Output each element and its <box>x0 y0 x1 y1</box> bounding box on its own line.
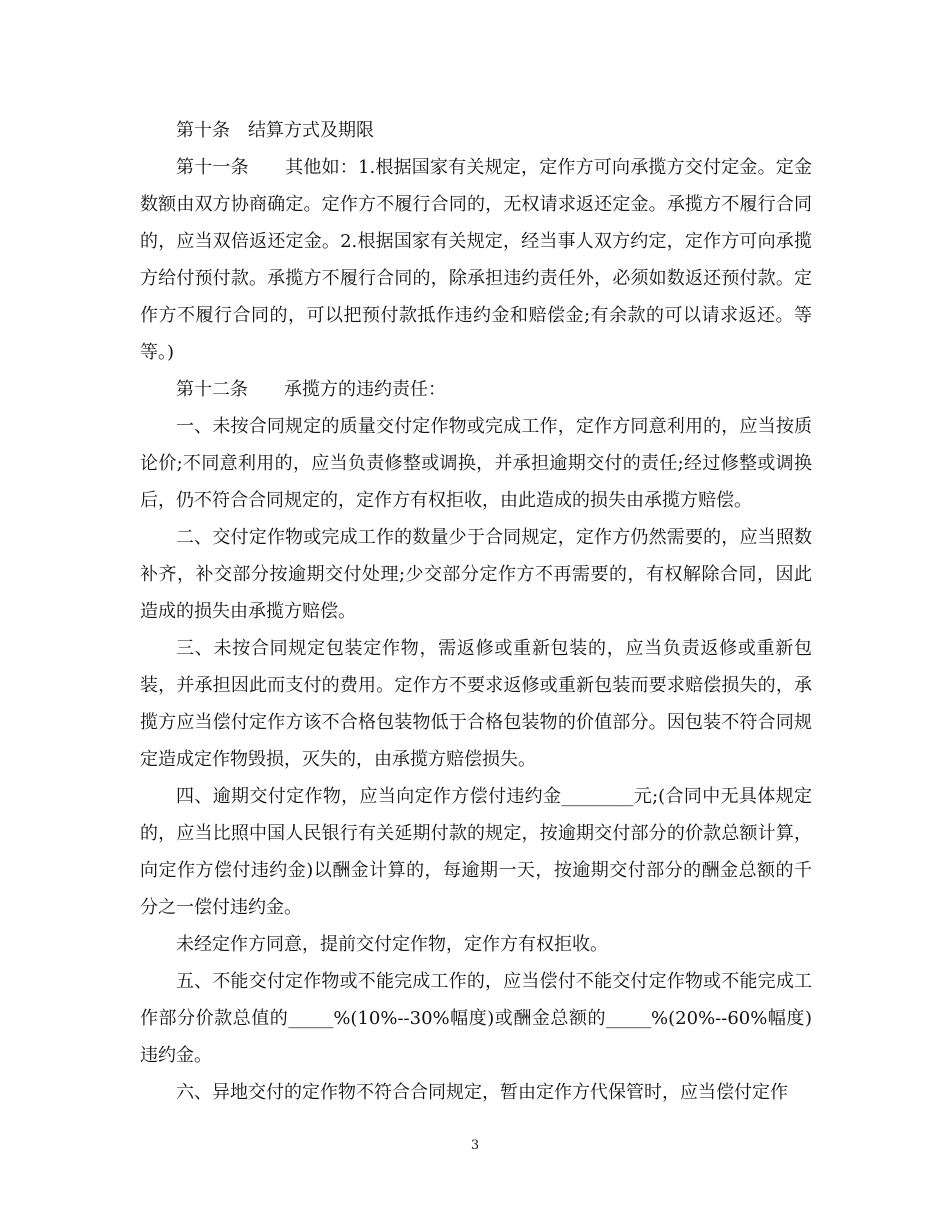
page-number: 3 <box>470 1138 480 1153</box>
liability-item-5: 五、不能交付定作物或不能完成工作的，应当偿付不能交付定作物或不能完成工作部分价款总值的_____%(10%--30%幅度)或酬金总额的_____%(20%--60%幅度)违约金。 <box>140 971 812 1066</box>
body-text <box>140 112 812 1111</box>
liability-item-6: 六、异地交付的定作物不符合合同规定，暂由定作方代保管时，应当偿付定作 <box>176 1082 788 1103</box>
liability-item-2: 二、交付定作物或完成工作的数量少于合同规定，定作方仍然需要的，应当照数补齐，补交部分按逾期交付处理;少交部分定作方不再需要的，有权解除合同，因此造成的损失由承揽方赔偿。 <box>140 527 812 622</box>
clause-11-paragraph: 第十一条 其他如：1.根据国家有关规定，定作方可向承揽方交付定金。定金数额由双方协商确定。定作方不履行合同的，无权请求返还定金。承揽方不履行合同的，应当双倍返还定金。2.根据国家有关规定，经当事人双方约定，定作方可向承揽方给付预付款。承揽方不履行合同的，除承担违约责任外，必须如数返还预付款。定作方不履行合同的，可以把预付款抵作违约金和赔偿金;有余款的可以请求返还。等等。) <box>140 157 812 363</box>
clause-12-heading: 第十二条 承揽方的违约责任： <box>176 379 446 400</box>
liability-item-3: 三、未按合同规定包装定作物，需返修或重新包装的，应当负责返修或重新包装，并承担因此而支付的费用。定作方不要求返修或重新包装而要求赔偿损失的，承揽方应当偿付定作方该不合格包装物低于合格包装物的价值部分。因包装不符合同规定造成定作物毁损，灭失的，由承揽方赔偿损失。 <box>140 638 812 770</box>
clause-10-heading: 第十条 结算方式及期限 <box>176 120 374 141</box>
liability-item-1: 一、未按合同规定的质量交付定作物或完成工作，定作方同意利用的，应当按质论价;不同意利用的，应当负责修整或调换，并承担逾期交付的责任;经过修整或调换后，仍不符合合同规定的，定作方有权拒收，由此造成的损失由承揽方赔偿。 <box>140 416 812 511</box>
liability-item-4: 四、逾期交付定作物，应当向定作方偿付违约金________元;(合同中无具体规定的，应当比照中国人民银行有关延期付款的规定，按逾期交付部分的价款总额计算，向定作方偿付违约金)以酬金计算的，每逾期一天，按逾期交付部分的酬金总额的千分之一偿付违约金。 <box>140 786 812 918</box>
early-delivery-paragraph: 未经定作方同意，提前交付定作物，定作方有权拒收。 <box>176 934 608 955</box>
